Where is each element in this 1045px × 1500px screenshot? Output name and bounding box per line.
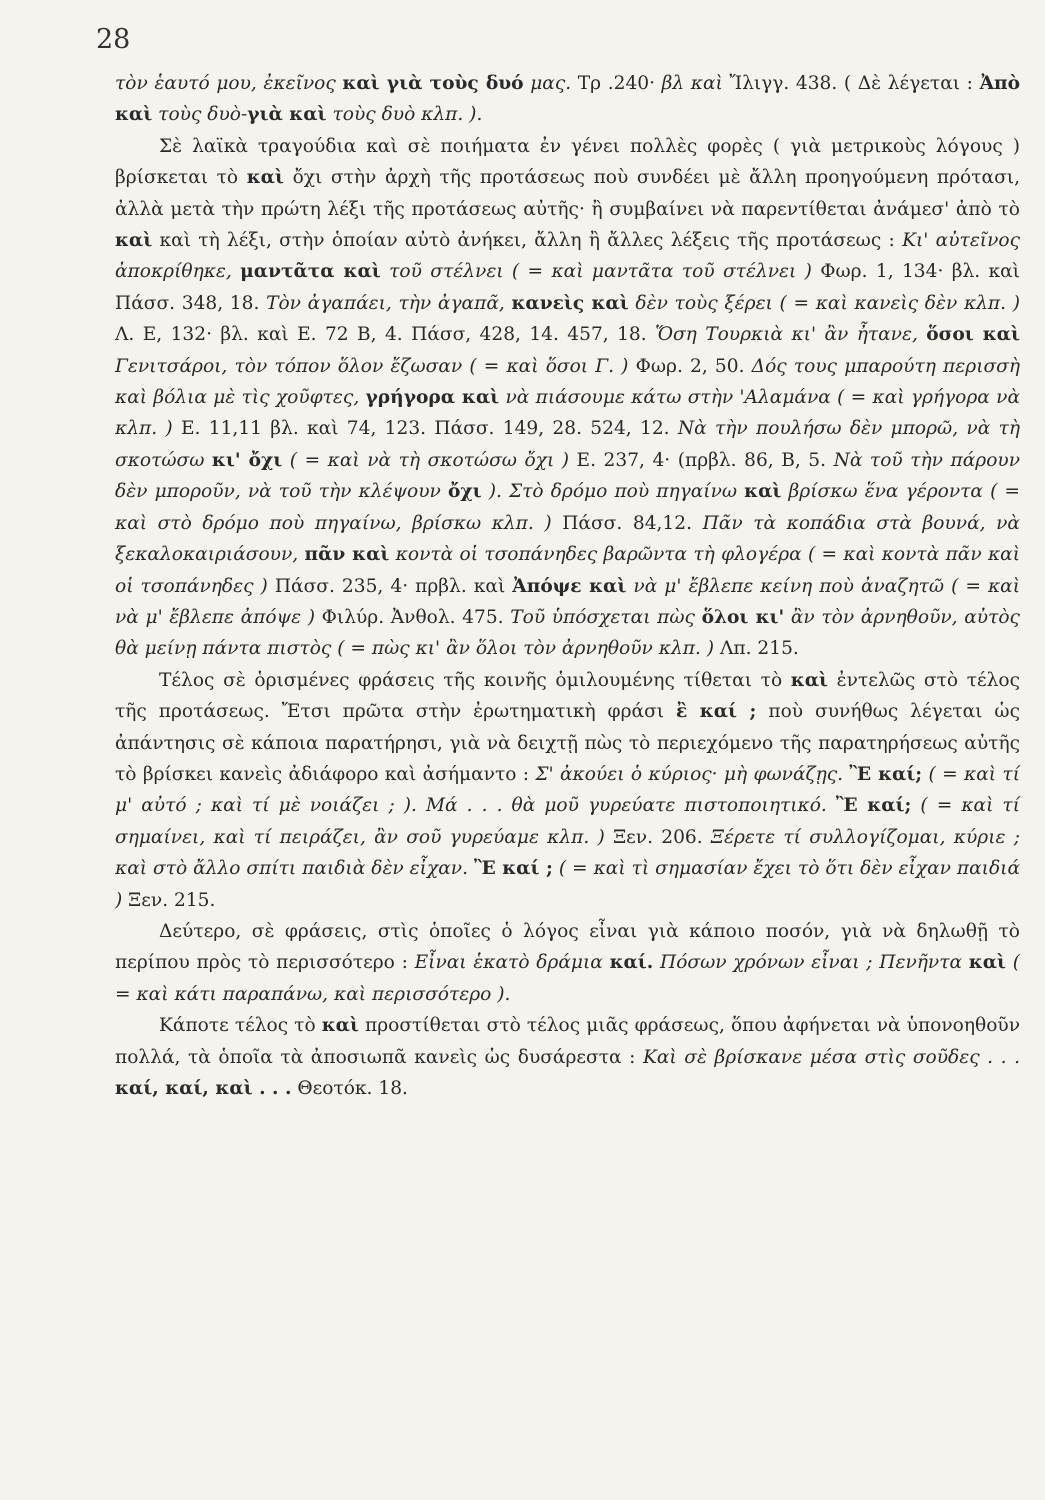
italic-text: Πόσων χρόνων εἶναι ; Πενῆντα [653, 952, 969, 974]
paragraph-p2 [115, 131, 1020, 665]
paragraph-p4 [115, 916, 1020, 1010]
bold-text: ὅσοι καὶ [926, 324, 1020, 346]
text-run: Πάσσ. 84,12. [562, 512, 703, 534]
bold-text: Ἒ καί ; [473, 858, 553, 880]
bold-text: γιὰ καὶ [247, 104, 327, 126]
text-run: Λπ. 215. [719, 638, 799, 660]
bold-text: Ἀπόψε καὶ [512, 575, 627, 597]
text-run: Φωρ. 2, 50. [635, 355, 752, 377]
text-run: Σὲ λαϊκὰ τραγούδια καὶ σὲ ποιήματα ἐν γένει πολλὲς φορὲς ( γιὰ μετρικοὺς λόγους ) βρίσκεται τὸ [115, 135, 1020, 189]
bold-text: καὶ [790, 669, 829, 691]
bold-text: καὶ [115, 230, 153, 252]
italic-text: νὰ μ' ἔβλεπε κείνη ποὺ ἀναζητῶ ( = καὶ νὰ μ' ἔβλεπε ἀπόψε ) [115, 575, 1021, 628]
italic-text: Τὸν ἀγαπάει, τὴν ἀγαπᾶ, [266, 292, 512, 314]
italic-text: ( = καὶ τί μ' αὐτό ; καὶ τί μὲ νοιάζει ; ). Μά . . . θὰ μοῦ γυρεύατε πιστοποιητικό. [115, 763, 1020, 817]
text-run: Πάσσ. 235, 4· πρβλ. καὶ [274, 575, 513, 597]
text-run: Τέλος σὲ ὁρισμένες φράσεις τῆς κοινῆς ὁμιλουμένης τίθεται τὸ [159, 669, 791, 691]
italic-text: βλ καὶ [661, 73, 723, 94]
text-run: Θεοτόκ. 18. [291, 1078, 408, 1099]
italic-text: δὲν τοὺς ξέρει ( = καὶ κανεὶς δὲν κλπ. ) [628, 292, 1020, 314]
bold-text: ὅλοι κι' [701, 606, 785, 628]
italic-text: ( = καὶ τὶ σημασίαν ἔχει τὸ ὅτι δὲν εἶχαν παιδιά ) [115, 858, 1020, 911]
italic-text: ( = καὶ τί σημαίνει, καὶ τί πειράζει, ἂν σοῦ γυρεύαμε κλπ. ) [115, 795, 1021, 848]
italic-text: κοντὰ οἱ τσοπάνηδες βαρῶντα τὴ φλογέρα ( = καὶ κοντὰ πᾶν καὶ οἱ τσοπάνηδες ) [115, 544, 1020, 597]
italic-text: Τοῦ ὑπόσχεται πὼς [510, 606, 702, 628]
italic-text: Σ' ἀκούει ὁ κύριος· μὴ φωνάζῃς. [535, 763, 850, 785]
italic-text: βρίσκω ἕνα γέροντα ( = καὶ στὸ δρόμο ποὺ πηγαίνω, βρίσκω κλπ. ) [115, 481, 1021, 534]
italic-text: ( = καὶ κάτι παραπάνω, καὶ περισσότερο ). [115, 952, 1020, 1005]
text-run: ποὺ συνήθως λέγεται ὡς ἀπάντησις σὲ κάποια παρατήρησι, γιὰ νὰ δειχτῇ πὼς τὸ περιεχόμενο τῆς παρατηρήσεως αὐτῆς τὸ βρίσκει κανεὶς ἀδιάφορο καὶ ἀσήμαντο : [115, 701, 1020, 785]
italic-text: Νὰ τοῦ τὴν πάρουν δὲν μποροῦν, νὰ τοῦ τὴν κλέψουν [115, 449, 1020, 503]
italic-text: Καὶ σὲ βρίσκανε μέσα στὶς σοῦδες . . . [642, 1046, 1020, 1068]
text-run: Φιλύρ. Ἀνθολ. 475. [321, 606, 511, 628]
italic-text: Εἶναι ἑκατὸ δράμια [414, 952, 610, 974]
text-run: καὶ τὴ λέξι, στὴν ὁποίαν αὐτὸ ἀνήκει, ἄλλη ἢ ἄλλες λέξεις τῆς προτάσεως : [152, 230, 903, 252]
text-run: Ε. 237, 4· (πρβλ. 86, Β, 5. [576, 449, 834, 471]
italic-text: τοῦ στέλνει ( = καὶ μαντᾶτα τοῦ στέλνει ) [380, 261, 821, 283]
bold-text: καὶ [968, 952, 1007, 974]
bold-text: καὶ [744, 481, 782, 503]
italic-text: τὸν ἑαυτό μου, ἐκεῖνος [115, 73, 343, 94]
italic-text: ( = καὶ νὰ τὴ σκοτώσω ὄχι ) [282, 449, 577, 471]
bold-text: γρήγορα καὶ [365, 387, 500, 409]
bold-text: πᾶν καὶ [304, 544, 390, 566]
bold-text: ὄχι [447, 481, 482, 503]
italic-text: Ὅση Τουρκιὰ κι' ἂν ἦτανε, [655, 324, 927, 346]
bold-text: καί. [609, 952, 654, 974]
italic-text: τοὺς δυὸ κλπ. ). [326, 104, 483, 126]
text-run: Ξεν. 206. [613, 826, 711, 848]
bold-text: κι' ὄχι [211, 449, 283, 471]
text-run: Δεύτερο, σὲ φράσεις, στὶς ὁποῖες ὁ λόγος εἶναι γιὰ κάποιο ποσόν, γιὰ νὰ δηλωθῇ τὸ περίπου πρὸς τὸ περισσότερο : [115, 920, 1020, 974]
bold-text: Ἀπὸ καὶ [115, 73, 1021, 126]
italic-text: Ξέρετε τί συλλογίζομαι, κύριε ; καὶ στὸ ἄλλο σπίτι παιδιὰ δὲν εἶχαν. [115, 826, 1020, 880]
bold-text: καὶ γιὰ τοὺς δυό [342, 73, 524, 94]
bold-text: Ἒ καί; [835, 795, 912, 817]
bold-text: κανεὶς καὶ [511, 292, 629, 314]
text-run: Ἴλιγγ. 438. ( Δὲ λέγεται : [722, 73, 980, 94]
italic-text: Γενιτσάροι, τὸν τόπον ὅλον ἔζωσαν ( = καὶ ὅσοι Γ. ) [115, 355, 636, 377]
italic-text: Κι' αὐτεῖνος ἀποκρίθηκε, [115, 230, 1021, 283]
italic-text: μας. [523, 73, 572, 94]
bold-text: καί, καί, καὶ . . . [115, 1078, 292, 1099]
italic-text: Δός τους μπαρούτη περισσὴ καὶ βόλια μὲ τὶς χοῦφτες, [115, 355, 1021, 409]
text-run: Φωρ. 1, 134· βλ. καὶ Πάσσ. 348, 18. [115, 261, 1020, 314]
italic-text: Πᾶν τὰ κοπάδια στὰ βουνά, νὰ ξεκαλοκαιριάσουν, [115, 512, 1020, 566]
italic-text: τοὺς δυὸ- [152, 104, 248, 126]
text-run: προστίθεται στὸ τέλος μιᾶς φράσεως, ὅπου ἀφήνεται νὰ ὑπονοηθοῦν πολλά, τὰ ὁποῖα τὰ ἀποσιωπᾶ κανεὶς ὡς δυσάρεστα : [115, 1015, 1020, 1068]
text-run: Ε. 11,11 βλ. καὶ 74, 123. Πάσσ. 149, 28. 524, 12. [180, 418, 678, 440]
text-run: Τρ .240· [571, 73, 662, 94]
text-run: Λ. Ε, 132· βλ. καὶ Ε. 72 Β, 4. Πάσσ, 428, 14. 457, 18. [115, 324, 656, 346]
bold-text: καὶ [246, 167, 284, 189]
bold-text: μαντᾶτα καὶ [240, 261, 381, 283]
bold-text: ἒ καί ; [676, 701, 757, 723]
italic-text: Νὰ τὴν πουλήσω δὲν μπορῶ, νὰ τὴ σκοτώσω [115, 418, 1020, 471]
italic-text: νὰ πιάσουμε κάτω στὴν 'Αλαμάνα ( = καὶ γρήγορα νὰ κλπ. ) [115, 387, 1021, 440]
bold-text: Ἒ καί; [849, 763, 923, 785]
bold-text: καὶ [321, 1015, 359, 1037]
italic-text: ). Στὸ δρόμο ποὺ πηγαίνω [481, 481, 745, 503]
paragraph-p5 [115, 1010, 1020, 1104]
paragraph-p1 [115, 68, 1020, 131]
paragraph-p3 [115, 665, 1020, 916]
text-run: Ξεν. 215. [128, 889, 216, 911]
page-number: 28 [96, 24, 131, 55]
body-text [115, 68, 1020, 1104]
text-run: Κάποτε τέλος τὸ [159, 1015, 322, 1037]
text-run: ἐντελῶς στὸ τέλος τῆς προτάσεως. Ἔτσι πρῶτα στὴν ἐρωτηματικὴ φράσι [115, 669, 1021, 723]
italic-text: ἂν τὸν ἀρνηθοῦν, αὐτὸς θὰ μείνῃ πάντα πιστὸς ( = πὼς κι' ἂν ὅλοι τὸν ἀρνηθοῦν κλπ. ) [115, 606, 1020, 660]
text-run: ὄχι στὴν ἀρχὴ τῆς προτάσεως ποὺ συνδέει μὲ ἄλλη προηγούμενη πρότασι, ἀλλὰ μετὰ τὴν πρώτη λέξι τῆς προτάσεως αὐτῆς· ἢ συμβαίνει νὰ παρεντίθεται ἀνάμεσ' ἀπὸ τὸ [115, 167, 1020, 220]
